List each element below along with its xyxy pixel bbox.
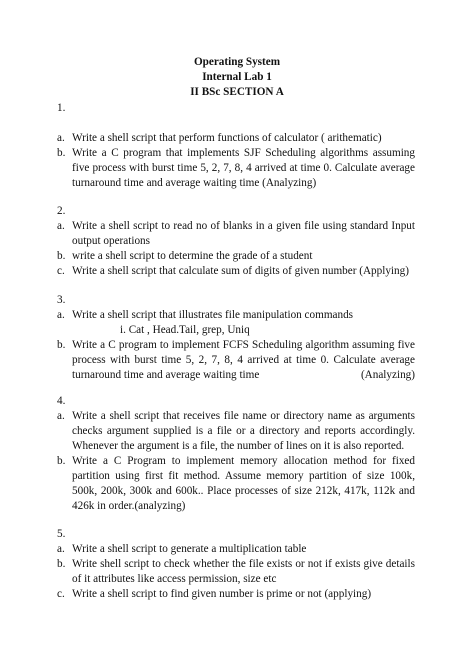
item-label: c. bbox=[57, 265, 65, 277]
question-1b bbox=[57, 146, 415, 191]
question-1-number: 1. bbox=[57, 102, 66, 114]
course-title: Operating System bbox=[193, 56, 281, 68]
question-5-number: 5. bbox=[57, 528, 66, 540]
class-section: II BSc SECTION A bbox=[190, 86, 284, 99]
item-text: Write a shell script that illustrates file manipulation commands bbox=[72, 309, 354, 321]
question-2c bbox=[57, 264, 415, 279]
item-label: a. bbox=[57, 410, 65, 422]
exam-title: Internal Lab 1 bbox=[202, 71, 272, 84]
question-4-number: 4. bbox=[57, 395, 66, 407]
item-label: b. bbox=[57, 147, 66, 159]
item-label: b. bbox=[57, 339, 66, 351]
question-4b bbox=[57, 454, 415, 514]
item-label: a. bbox=[57, 543, 65, 555]
question-1a bbox=[57, 131, 415, 146]
item-text: write a shell script to determine the grade of a student bbox=[72, 250, 313, 262]
item-label: a. bbox=[57, 132, 65, 144]
item-text: Write a shell script to find given number is prime or not (applying) bbox=[72, 588, 372, 600]
item-label: c. bbox=[57, 588, 65, 600]
question-2-number: 2. bbox=[57, 205, 66, 217]
question-2a bbox=[57, 219, 415, 249]
item-text: Write a shell script that perform functions of calculator ( arithematic) bbox=[72, 132, 382, 144]
item-text: Write a shell script that receives file name or directory name as arguments checks argument supplied is a file or a directory and reports accordingly. Whenever the argument is a file, the number of lines on it is also reported. bbox=[72, 410, 415, 453]
question-5b bbox=[57, 557, 415, 587]
item-text: Write a C program that implements SJF Scheduling algorithms assuming five process with burst time 5, 2, 7, 8, 4 arrived at time 0. Calculate average turnaround time and average waiting time (Analyzing) bbox=[72, 147, 415, 190]
question-3-number: 3. bbox=[57, 294, 66, 306]
question-3b bbox=[57, 338, 415, 383]
item-label: a. bbox=[57, 220, 65, 232]
document-header bbox=[0, 55, 474, 100]
question-4a bbox=[57, 409, 415, 454]
question-5c bbox=[57, 587, 415, 602]
item-label: b. bbox=[57, 455, 66, 467]
item-label: a. bbox=[57, 309, 65, 321]
question-3a-subitem: i. Cat , Head.Tail, grep, Uniq bbox=[120, 324, 250, 336]
item-text: Write a C program to implement FCFS Scheduling algorithm assuming five process with burst time 5, 2, 7, 8, 4 arrived at time 0. Calculate average turnaround time and average waiting time bbox=[72, 339, 415, 382]
item-text: Write a shell script to generate a multiplication table bbox=[72, 543, 307, 555]
question-5a bbox=[57, 542, 415, 557]
item-text: Write shell script to check whether the file exists or not if exists give details of it attributes like access permission, size etc bbox=[72, 558, 415, 586]
item-text: Write a shell script that calculate sum of digits of given number (Applying) bbox=[72, 265, 409, 277]
question-2b bbox=[57, 249, 415, 264]
question-3a bbox=[57, 308, 415, 323]
item-label: b. bbox=[57, 250, 66, 262]
item-text: Write a C Program to implement memory allocation method for fixed partition using first fit method. Assume memory partition of size 100k, 500k, 200k, 300k and 600k.. Place processes of size 212k, 417k, 112k and 426k in order.(analyzing) bbox=[72, 455, 415, 513]
bloom-level-tag: (Analyzing) bbox=[360, 369, 415, 381]
item-label: b. bbox=[57, 558, 66, 570]
item-text: Write a shell script to read no of blanks in a given file using standard Input output operations bbox=[72, 220, 415, 248]
